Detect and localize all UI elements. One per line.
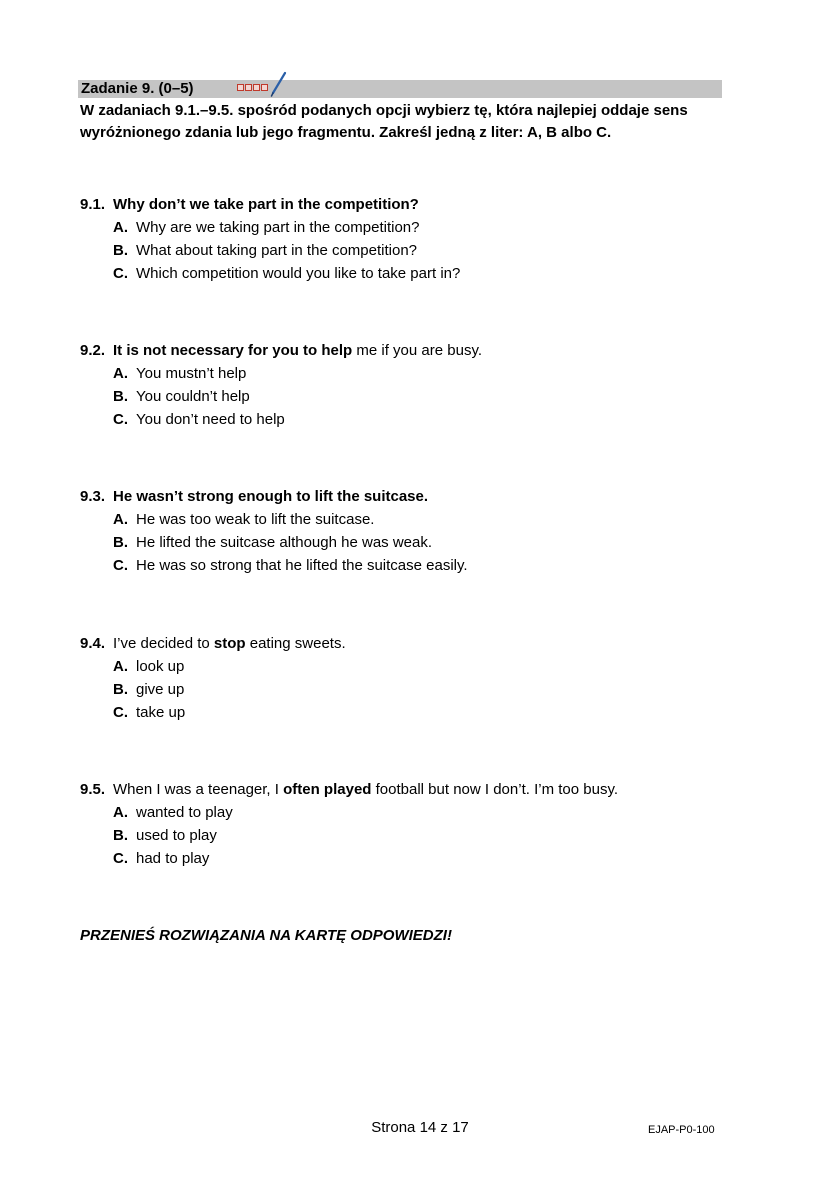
- stem-after: eating sweets.: [245, 635, 346, 652]
- option-letter: B.: [113, 534, 128, 551]
- option-text: You mustn’t help: [136, 365, 247, 382]
- option-c[interactable]: [80, 701, 760, 724]
- option-text: He was too weak to lift the suitcase.: [136, 511, 375, 528]
- option-letter: A.: [113, 658, 128, 675]
- option-a[interactable]: [80, 655, 760, 678]
- stem-bold: It is not necessary for you to help: [113, 342, 353, 359]
- question-number: 9.2.: [80, 342, 106, 359]
- stem-before: When I was a teenager, I: [113, 781, 284, 798]
- option-text: had to play: [136, 850, 210, 867]
- question-9-1: [80, 193, 760, 285]
- question-number: 9.3.: [80, 488, 106, 505]
- question-number: 9.4.: [80, 635, 106, 652]
- stem-before: I’ve decided to: [113, 635, 214, 652]
- option-text: Why are we taking part in the competition?: [136, 219, 420, 236]
- score-box: [245, 84, 252, 91]
- score-boxes: [237, 84, 268, 91]
- option-letter: C.: [113, 850, 128, 867]
- question-number: 9.5.: [80, 781, 106, 798]
- option-b[interactable]: [80, 531, 760, 554]
- option-letter: A.: [113, 804, 128, 821]
- option-text: take up: [136, 704, 186, 721]
- option-c[interactable]: [80, 554, 760, 577]
- option-text: He lifted the suitcase although he was weak.: [136, 534, 433, 551]
- score-box: [237, 84, 244, 91]
- option-b[interactable]: [80, 239, 760, 262]
- transfer-note: PRZENIEŚ ROZWIĄZANIA NA KARTĘ ODPOWIEDZI!: [80, 927, 452, 944]
- stem-after: me if you are busy.: [352, 342, 482, 359]
- option-letter: C.: [113, 411, 128, 428]
- task-instruction: W zadaniach 9.1.–9.5. spośród podanych opcji wybierz tę, która najlepiej oddaje sens wyróżnionego zdania lub jego fragmentu. Zakreśl jedną z liter: A, B albo C.: [80, 102, 688, 141]
- task-title: Zadanie 9. (0–5): [81, 80, 194, 97]
- option-c[interactable]: [80, 847, 760, 870]
- stem-after: football but now I don’t. I’m too busy.: [371, 781, 618, 798]
- option-text: Which competition would you like to take part in?: [136, 265, 461, 282]
- question-stem: [80, 778, 760, 801]
- pen-icon: [270, 71, 288, 97]
- task-header-bar: [78, 80, 722, 98]
- question-9-2: [80, 339, 760, 431]
- option-b[interactable]: [80, 824, 760, 847]
- option-a[interactable]: [80, 508, 760, 531]
- question-stem: [80, 339, 760, 362]
- stem-bold: often played: [283, 781, 372, 798]
- question-9-5: [80, 778, 760, 870]
- score-box: [253, 84, 260, 91]
- option-c[interactable]: [80, 408, 760, 431]
- page-number: Strona 14 z 17: [371, 1119, 469, 1136]
- option-text: You couldn’t help: [136, 388, 250, 405]
- stem-bold: Why don’t we take part in the competition?: [113, 196, 419, 213]
- option-letter: C.: [113, 704, 128, 721]
- question-9-4: [80, 632, 760, 724]
- option-text: He was so strong that he lifted the suitcase easily.: [136, 557, 468, 574]
- option-a[interactable]: [80, 801, 760, 824]
- option-letter: C.: [113, 557, 128, 574]
- option-a[interactable]: [80, 216, 760, 239]
- option-b[interactable]: [80, 385, 760, 408]
- option-letter: B.: [113, 388, 128, 405]
- option-letter: B.: [113, 827, 128, 844]
- option-letter: A.: [113, 511, 128, 528]
- question-number: 9.1.: [80, 196, 106, 213]
- option-letter: B.: [113, 681, 128, 698]
- option-text: What about taking part in the competition?: [136, 242, 418, 259]
- doc-code: EJAP-P0-100: [648, 1124, 715, 1136]
- option-text: wanted to play: [136, 804, 233, 821]
- option-text: look up: [136, 658, 185, 675]
- option-b[interactable]: [80, 678, 760, 701]
- option-letter: C.: [113, 265, 128, 282]
- score-box: [261, 84, 268, 91]
- option-a[interactable]: [80, 362, 760, 385]
- option-text: give up: [136, 681, 185, 698]
- question-stem: [80, 193, 760, 216]
- option-c[interactable]: [80, 262, 760, 285]
- option-letter: A.: [113, 365, 128, 382]
- option-letter: A.: [113, 219, 128, 236]
- question-stem: [80, 632, 760, 655]
- stem-bold: He wasn’t strong enough to lift the suitcase.: [113, 488, 429, 505]
- option-letter: B.: [113, 242, 128, 259]
- option-text: used to play: [136, 827, 217, 844]
- stem-bold: stop: [213, 635, 246, 652]
- question-9-3: [80, 485, 760, 577]
- option-text: You don’t need to help: [136, 411, 285, 428]
- question-stem: [80, 485, 760, 508]
